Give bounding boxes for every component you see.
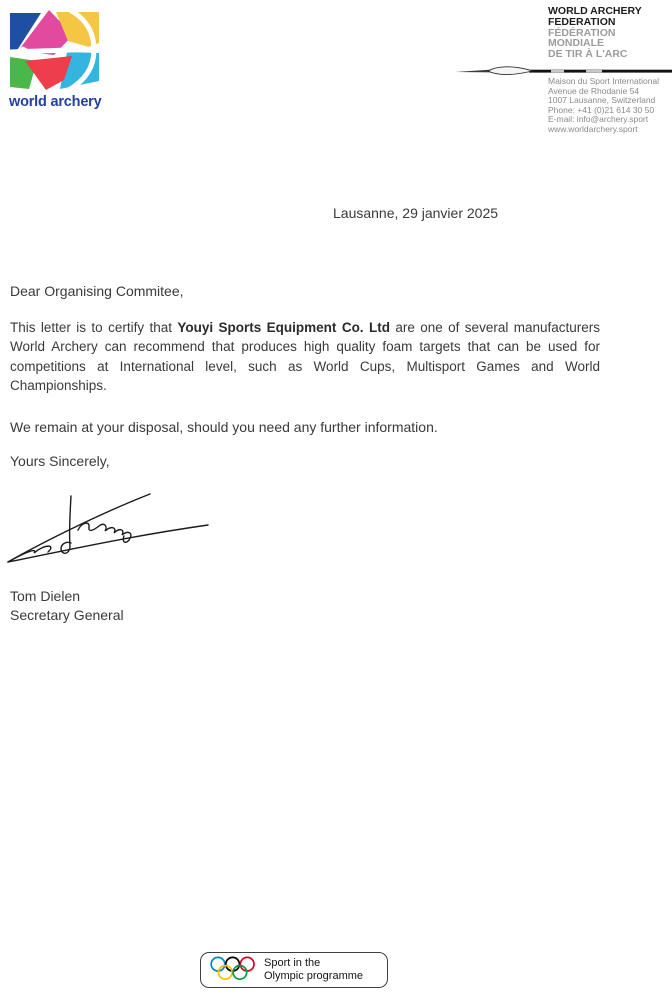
para1-text-after: are one of several manufacturers World Archery can recommend that produces high quality foam targets that can be used for competitions at International level, such as World Cups, Multisport Games and World Championships. (10, 320, 600, 393)
address-line: Maison du Sport International (548, 76, 660, 86)
org-name-fr-line3: DE TIR À L'ARC (548, 48, 628, 61)
email-line: E-mail: info@archery.sport (548, 114, 649, 125)
address-line: 1007 Lausanne, Switzerland (548, 95, 656, 106)
masthead-org-block (548, 6, 672, 60)
dateline: Lausanne, 29 janvier 2025 (333, 205, 499, 221)
org-name-en-line2: FEDERATION (548, 15, 616, 28)
masthead-address-block (548, 77, 672, 135)
body-paragraph-2: We remain at your disposal, should you need any further information. (10, 419, 438, 435)
phone-line: Phone: +41 (0)21 614 30 50 (548, 104, 655, 115)
olympic-programme-badge (200, 952, 388, 988)
company-name: Youyi Sports Equipment Co. Ltd (177, 320, 390, 335)
olympic-rings-icon (210, 956, 256, 984)
salutation: Dear Organising Commitee, (10, 283, 184, 299)
org-name-fr-line1: FÉDÉRATION (548, 26, 616, 39)
world-archery-wordmark: world archery (9, 94, 102, 110)
org-name-fr-line2: MONDIALE (548, 37, 604, 50)
badge-line2: Olympic programme (264, 970, 364, 982)
signature-image (4, 483, 216, 569)
org-name-en-line1: WORLD ARCHERY (548, 5, 642, 17)
signature-block (10, 587, 124, 626)
badge-line1: Sport in the (264, 957, 321, 969)
badge-text (264, 957, 363, 983)
address-line: Avenue de Rhodanie 54 (548, 85, 640, 96)
world-archery-logo-icon (10, 10, 100, 91)
closing-line: Yours Sincerely, (10, 453, 110, 469)
signer-name: Tom Dielen (10, 588, 81, 604)
para1-text-before: This letter is to certify that (10, 320, 178, 335)
body-paragraph-1 (10, 318, 600, 395)
website-line: www.worldarchery.sport (548, 123, 638, 134)
signer-title: Secretary General (10, 607, 124, 624)
